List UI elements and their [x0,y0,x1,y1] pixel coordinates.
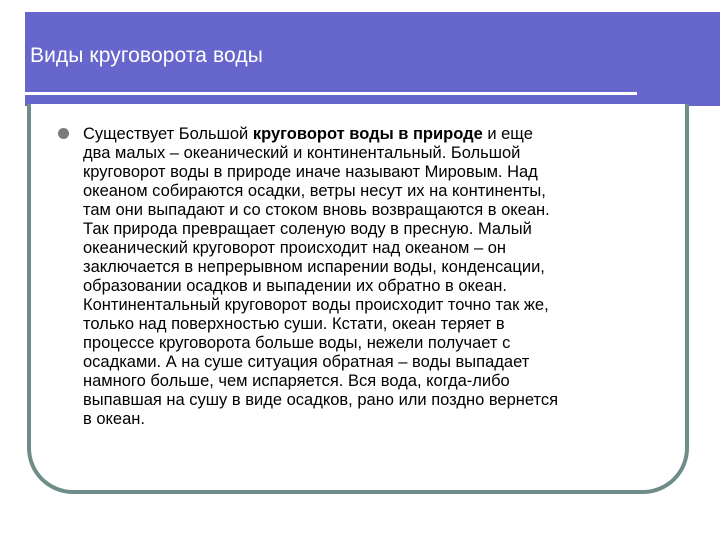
body-line: океанический круговорот происходит над океаном – он [83,239,507,257]
body-paragraph [83,125,673,429]
body-line: намного больше, чем испаряется. Вся вода, когда-либо [83,372,510,390]
body-line: заключается в непрерывном испарении воды, конденсации, [83,258,545,276]
intro-prefix: Существует Большой [83,125,253,143]
body-line: образовании осадков и выпадении их обратно в океан. [83,277,507,295]
body-line: осадками. А на суше ситуация обратная – воды выпадает [83,353,530,371]
body-line: океаном собираются осадки, ветры несут их на континенты, [83,182,546,200]
body-line: только над поверхностью суши. Кстати, океан теряет в [83,315,505,333]
bullet-icon [58,128,69,139]
body-line: круговорот воды в природе иначе называют Мировым. Над [83,163,538,181]
body-line: процессе круговорота больше воды, нежели получает с [83,334,511,352]
intro-bold: круговорот воды в природе [252,125,483,143]
body-line: два малых – океанический и континентальный. Большой [83,144,521,162]
intro-suffix: и еще [482,125,533,143]
title-underline [0,92,637,95]
body-line: выпавшая на сушу в виде осадков, рано или поздно вернется [83,391,559,409]
body-line: в океан. [83,410,145,428]
title-band-cap [686,12,720,106]
body-line: Так природа превращает соленую воду в пресную. Малый [83,220,532,238]
slide-title: Виды круговорота воды [30,44,263,67]
body-line-intro [83,125,673,144]
left-margin [0,0,25,540]
body-line: там они выпадают и со стоком вновь возвращаются в океан. [83,201,550,219]
body-line: Континентальный круговорот воды происходит точно так же, [83,296,549,314]
